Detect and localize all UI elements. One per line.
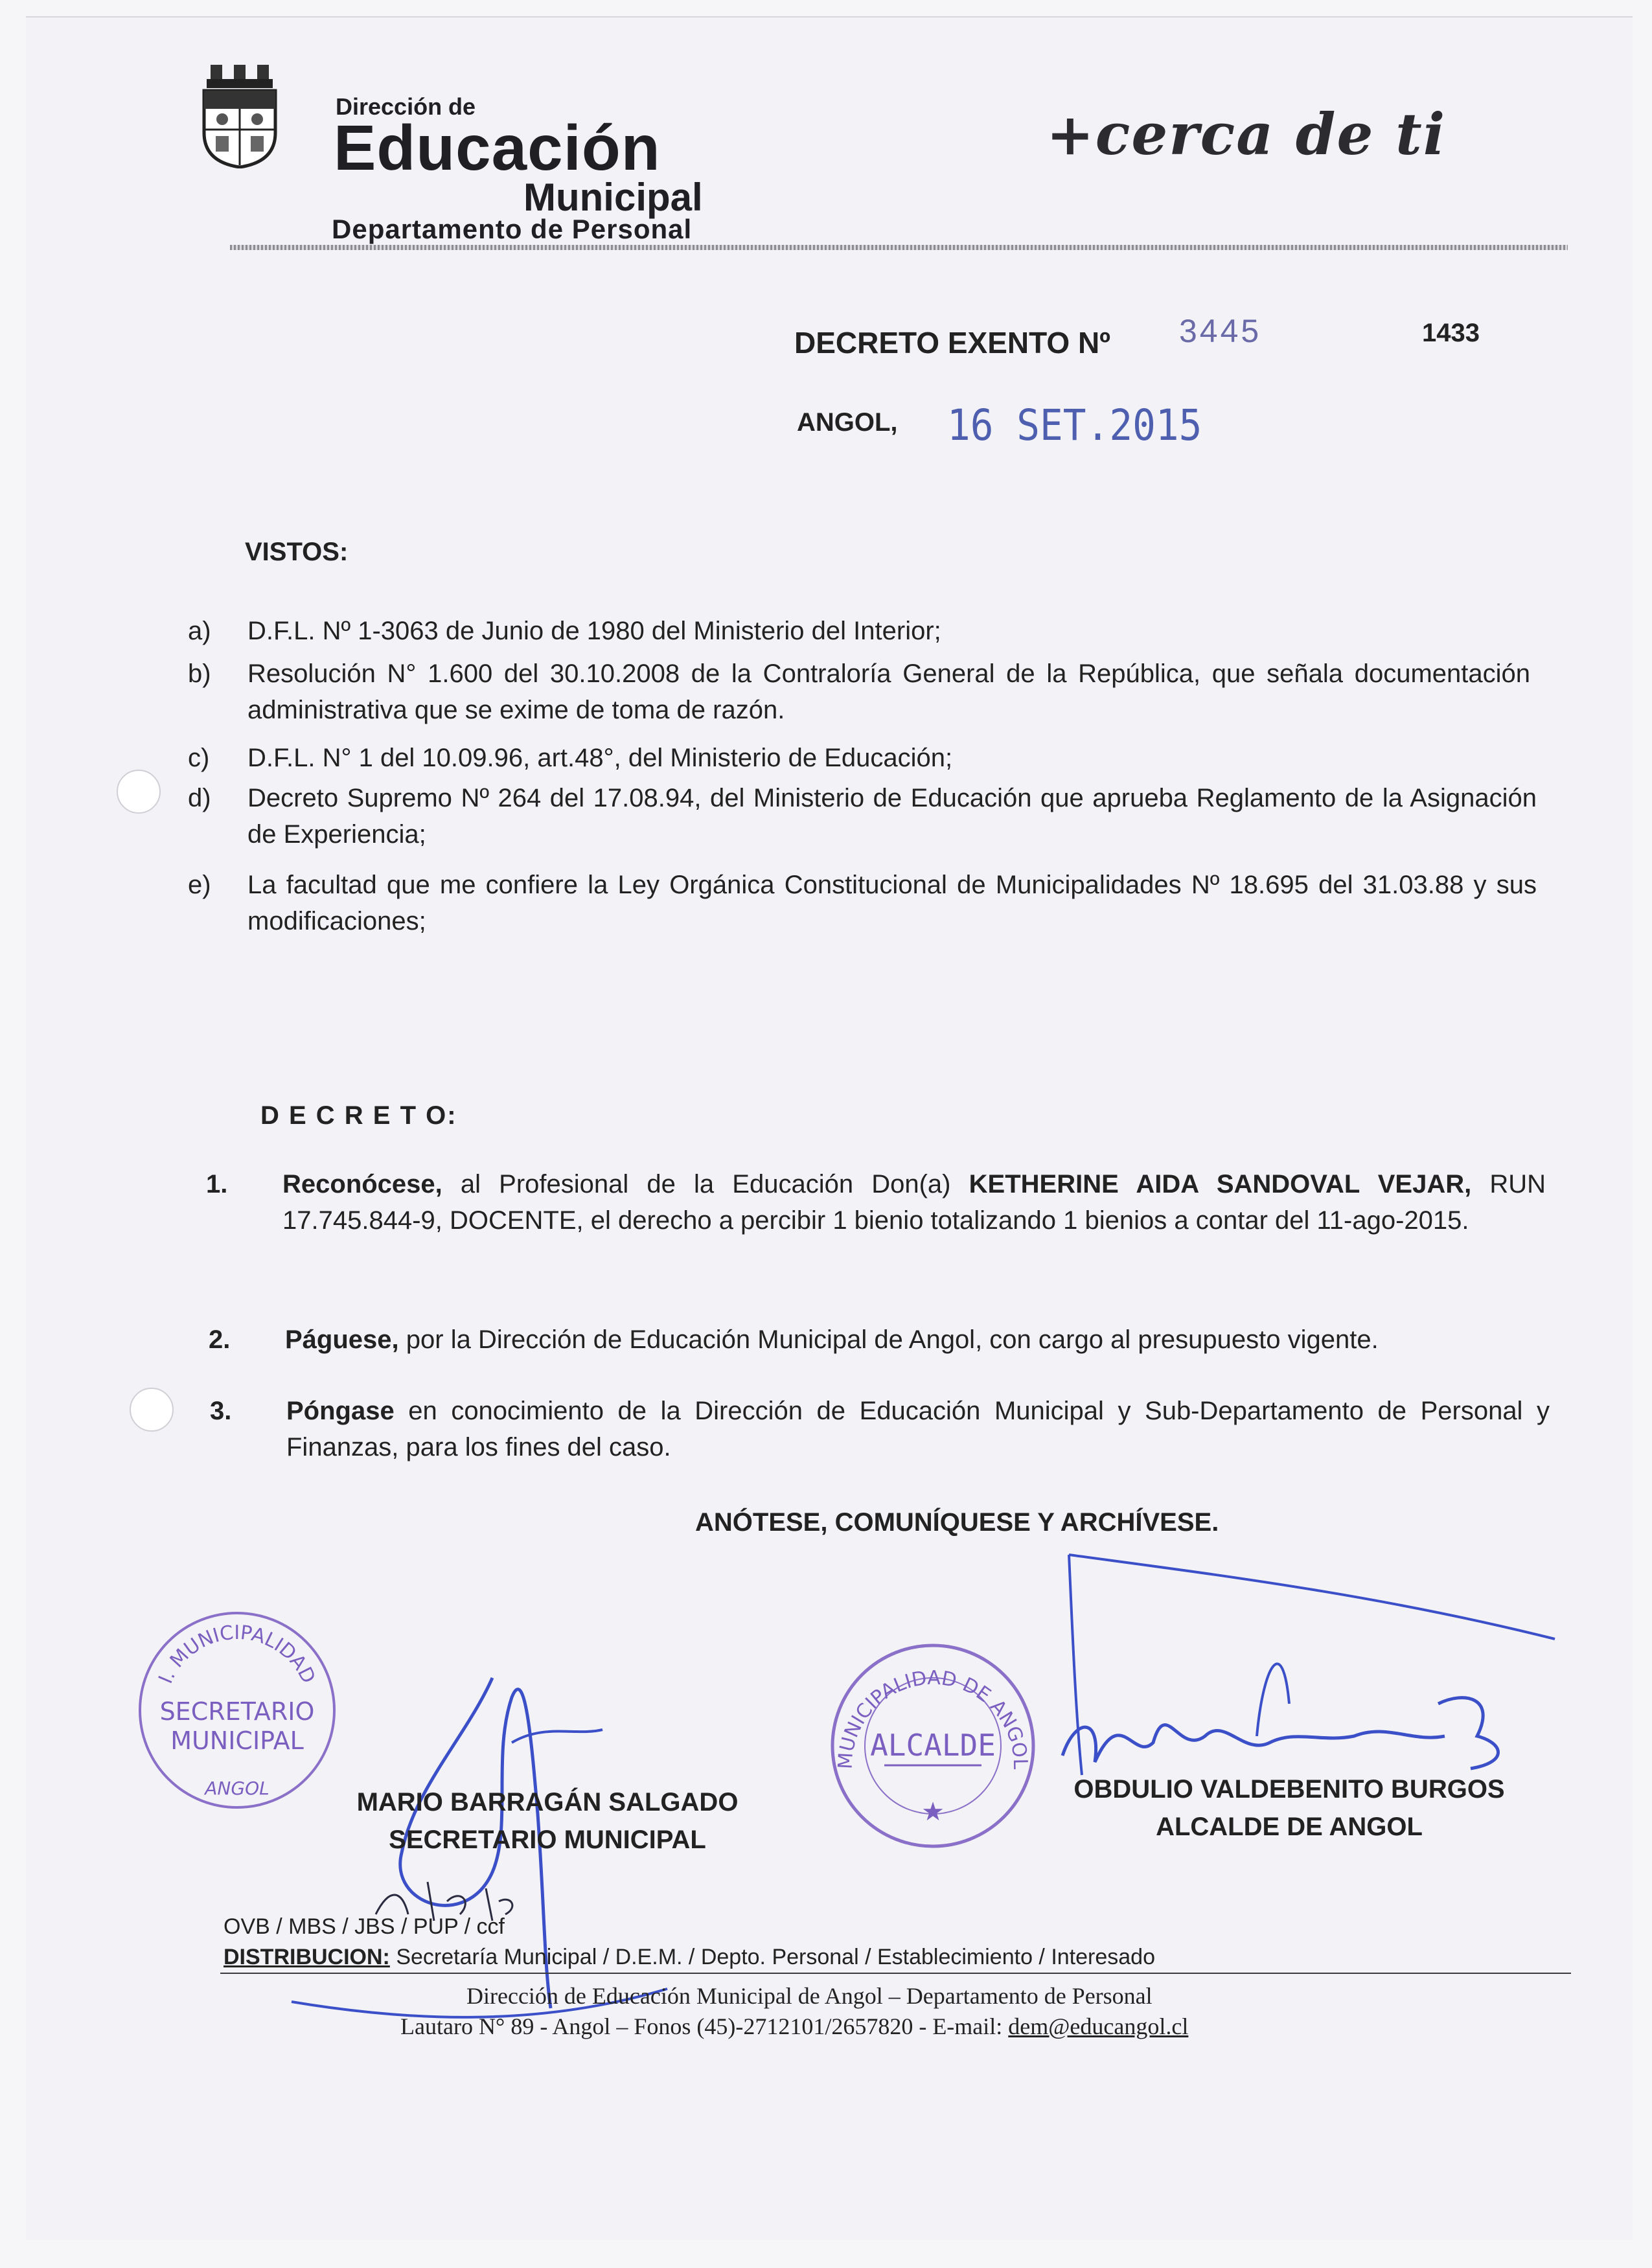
item-text: La facultad que me confiere la Ley Orgánica Constitucional de Municipalidades Nº 18.695 del 31.03.88 y sus modificaciones; <box>247 871 1537 935</box>
distribution-line <box>224 1945 1155 1970</box>
municipal-crest-logo <box>198 65 282 168</box>
initials-line: OVB / MBS / JBS / PUP / ccf <box>224 1914 505 1939</box>
slogan-logo: +cerca de ti <box>1046 100 1447 168</box>
decree-number: 1433 <box>1422 319 1480 347</box>
footer-email: dem@educangol.cl <box>1008 2013 1189 2039</box>
punch-hole <box>117 770 161 814</box>
mayor-title: ALCALDE DE ANGOL <box>1156 1813 1423 1841</box>
item-body: al Profesional de la Educación Don(a) <box>442 1170 969 1198</box>
item-marker: 3. <box>210 1397 232 1425</box>
item-body: en conocimiento de la Dirección de Educación Municipal y Sub-Departamento de Personal y Finanzas, para los fines del caso. <box>286 1397 1550 1461</box>
item-text: D.F.L. N° 1 del 10.09.96, art.48°, del Ministerio de Educación; <box>247 744 953 772</box>
footer-line-1: Dirección de Educación Municipal de Angol – Departamento de Personal <box>466 1983 1153 2009</box>
stamp-bottom-text: ANGOL <box>205 1778 270 1799</box>
mayor-name: OBDULIO VALDEBENITO BURGOS <box>1073 1775 1505 1804</box>
decree-label: DECRETO EXENTO Nº <box>794 326 1110 360</box>
city-label: ANGOL, <box>797 408 898 437</box>
footer-address: Lautaro N° 89 - Angol – Fonos (45)-2712101/2657820 - E-mail: <box>400 2013 1009 2039</box>
item-lead: Reconócese, <box>282 1170 442 1198</box>
decreto-heading: D E C R E T O: <box>260 1101 457 1130</box>
secretary-title: SECRETARIO MUNICIPAL <box>389 1826 706 1854</box>
footer-divider <box>220 1973 1571 1974</box>
item-lead: Póngase <box>286 1397 395 1425</box>
vistos-heading: VISTOS: <box>245 538 349 566</box>
stamp-title: ALCALDE <box>870 1728 996 1763</box>
org-line-3: Municipal <box>523 176 703 219</box>
item-text <box>282 1166 1546 1239</box>
item-marker: e) <box>188 871 211 899</box>
stamp-ring-text: MUNICIPALIDAD DE ANGOL <box>834 1666 1032 1770</box>
stamp-ring-text: I. MUNICIPALIDAD <box>154 1621 320 1688</box>
header-divider <box>230 245 1568 250</box>
org-line-4: Departamento de Personal <box>332 214 693 244</box>
distribution-label: DISTRIBUCION: <box>224 1945 390 1969</box>
item-marker: a) <box>188 617 211 645</box>
date-stamp: 16 SET.2015 <box>947 400 1202 450</box>
star-icon: ★ <box>921 1798 945 1826</box>
footer-line-2 <box>400 2013 1188 2040</box>
stamp-line-2: MUNICIPAL <box>170 1726 304 1755</box>
item-marker: d) <box>188 784 211 812</box>
closing-formula: ANÓTESE, COMUNÍQUESE Y ARCHÍVESE. <box>695 1508 1219 1537</box>
item-body: por la Dirección de Educación Municipal de Angol, con cargo al presupuesto vigente. <box>398 1325 1379 1354</box>
alcalde-stamp <box>823 1636 1043 1856</box>
item-marker: 1. <box>206 1170 228 1198</box>
person-name: KETHERINE AIDA SANDOVAL VEJAR, <box>969 1170 1472 1198</box>
org-line-2: Educación <box>334 112 661 183</box>
item-marker: c) <box>188 744 210 772</box>
item-text: D.F.L. Nº 1-3063 de Junio de 1980 del Ministerio del Interior; <box>247 617 941 645</box>
item-lead: Páguese, <box>285 1325 399 1354</box>
item-marker: 2. <box>209 1325 231 1354</box>
org-line-1: Dirección de <box>336 93 476 120</box>
distribution-text: Secretaría Municipal / D.E.M. / Depto. Personal / Establecimiento / Interesado <box>389 1945 1155 1969</box>
secretary-name: MARIO BARRAGÁN SALGADO <box>356 1788 739 1816</box>
item-text <box>285 1322 1581 1358</box>
punch-hole <box>130 1388 174 1432</box>
stamp-line-1: SECRETARIO <box>159 1697 315 1726</box>
item-text: Decreto Supremo Nº 264 del 17.08.94, del Ministerio de Educación que aprueba Reglamento de la Asignación de Experiencia; <box>247 784 1537 849</box>
stamped-decree-number: 3445 <box>1179 313 1262 349</box>
item-body-rest: RUN 17.745.844-9, DOCENTE, el derecho a percibir 1 bienio totalizando 1 bienios a contar del 11-ago-2015. <box>282 1170 1546 1235</box>
item-text <box>286 1393 1550 1465</box>
item-text: Resolución N° 1.600 del 30.10.2008 de la Contraloría General de la República, que señala documentación administrativa que se exime de toma de razón. <box>247 659 1530 724</box>
item-marker: b) <box>188 659 211 688</box>
